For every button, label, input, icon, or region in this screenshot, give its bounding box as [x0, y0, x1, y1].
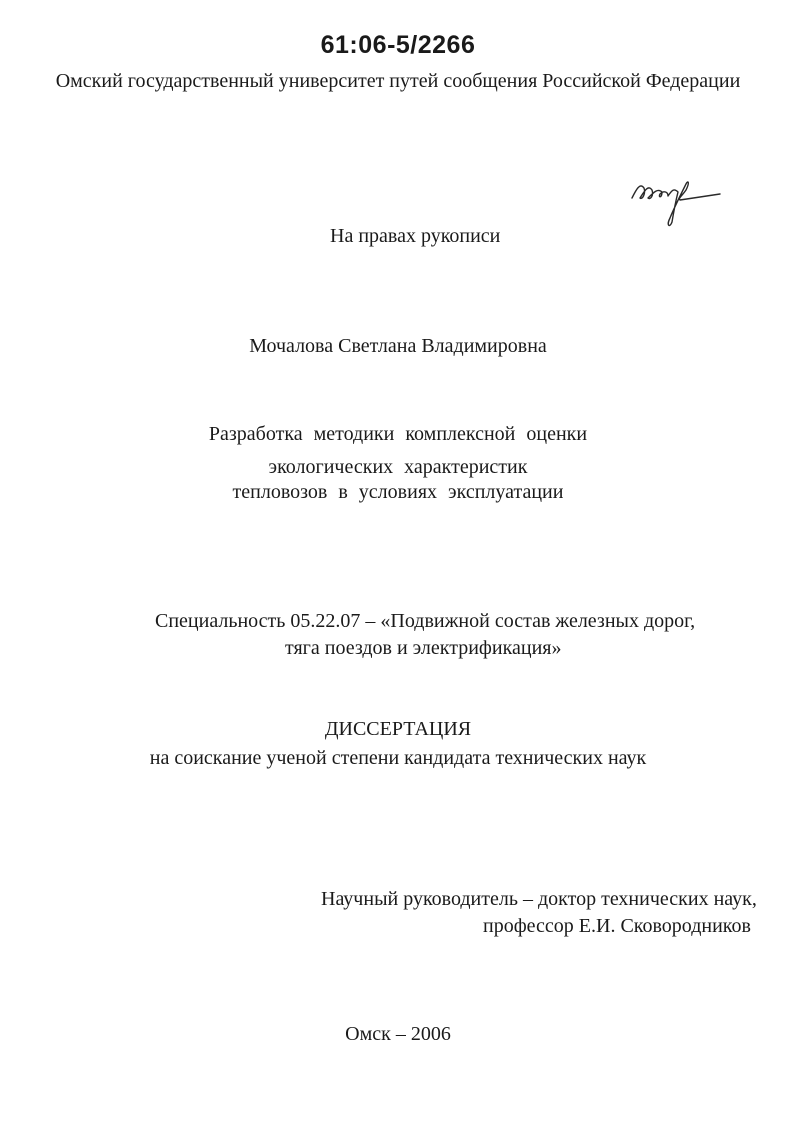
specialty-line-1: Специальность 05.22.07 – «Подвижной состав железных дорог,	[155, 610, 696, 632]
supervisor-line-2: профессор Е.И. Сковородников	[483, 915, 751, 937]
handwritten-signature	[628, 170, 728, 232]
dissertation-heading: ДИССЕРТАЦИЯ	[324, 718, 472, 740]
city-year: Омск – 2006	[345, 1023, 451, 1045]
thesis-title-line-3: тепловозов в условиях эксплуатации	[232, 481, 564, 503]
university-name: Омский государственный университет путей сообщения Российской Федерации	[55, 70, 741, 92]
thesis-title-line-1: Разработка методики комплексной оценки	[208, 423, 588, 445]
manuscript-note: На правах рукописи	[330, 225, 501, 247]
supervisor-line-1: Научный руководитель – доктор технических наук,	[321, 888, 757, 910]
specialty-line-2: тяга поездов и электрификация»	[285, 637, 562, 659]
dissertation-subtitle: на соискание ученой степени кандидата технических наук	[149, 747, 647, 769]
thesis-title-line-2: экологических характеристик	[268, 456, 528, 478]
signature-stroke	[632, 182, 720, 225]
author-name: Мочалова Светлана Владимировна	[249, 335, 547, 357]
document-number: 61:06-5/2266	[320, 31, 476, 59]
